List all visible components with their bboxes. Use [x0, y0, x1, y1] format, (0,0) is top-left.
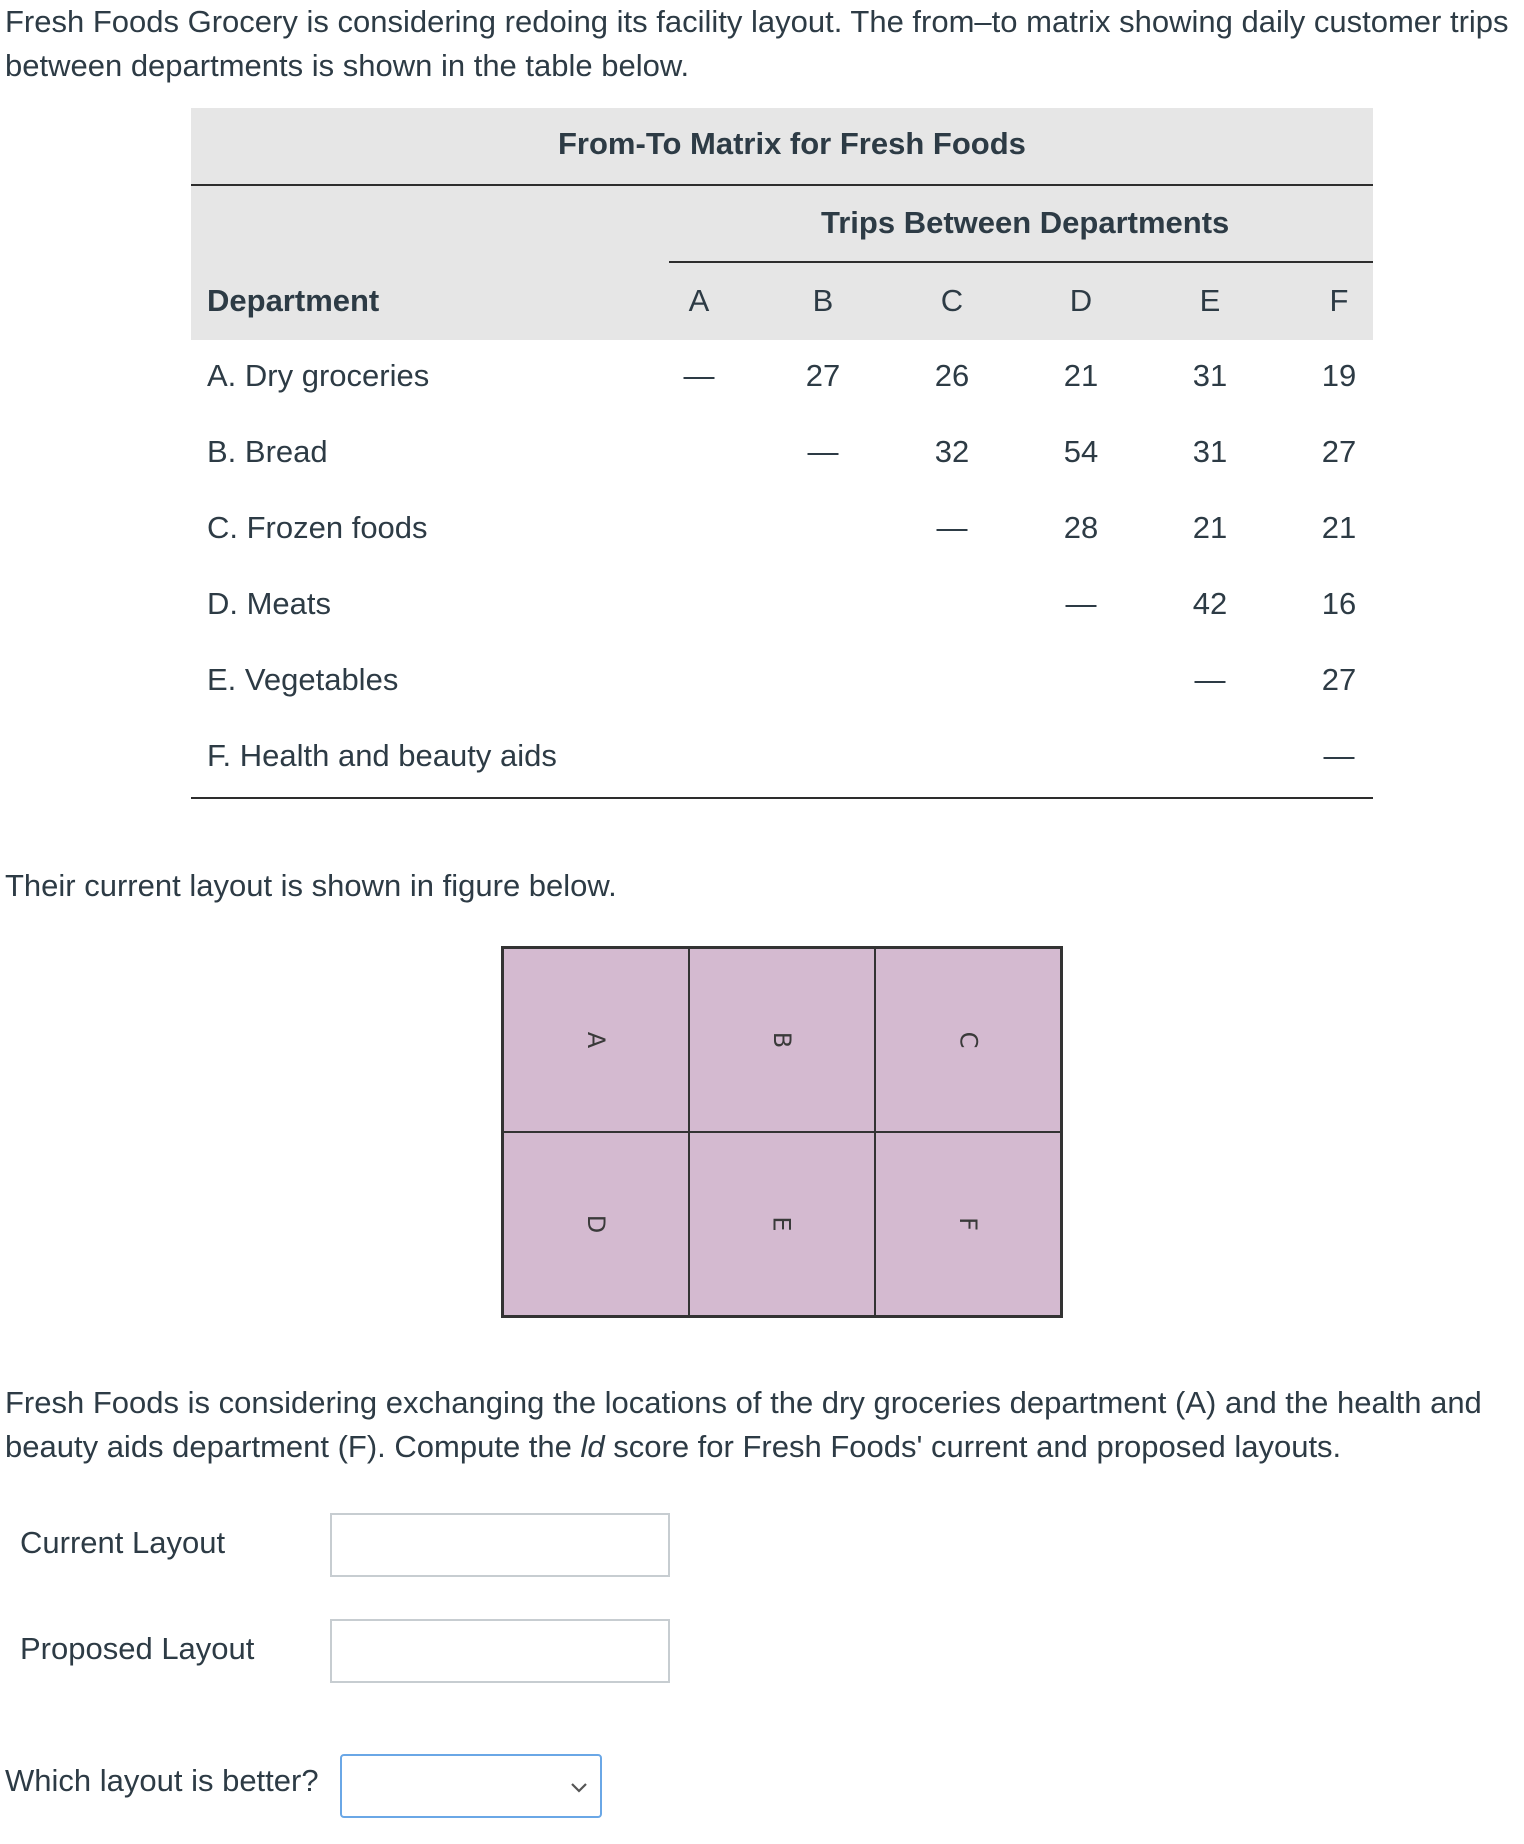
column-header-a: A: [688, 283, 710, 318]
question-text-start: Fresh Foods is considering exchanging the locations of the dry groceries department (A) and the health and beauty aids department (F). Compute the: [5, 1385, 1482, 1464]
table-cell: 27: [1321, 434, 1357, 469]
column-header-b: B: [812, 283, 834, 318]
row-label: A. Dry groceries: [207, 358, 430, 393]
row-label: F. Health and beauty aids: [207, 738, 557, 773]
table-row: [191, 416, 1373, 492]
layout-cell-a: [503, 948, 689, 1132]
table-row: [191, 492, 1373, 568]
table-cell: 21: [1192, 510, 1228, 545]
table-cell: 28: [1063, 510, 1099, 545]
table-row: [191, 568, 1373, 644]
table-row: [191, 340, 1373, 416]
column-header-e: E: [1199, 283, 1221, 318]
row-label: C. Frozen foods: [207, 510, 428, 545]
current-layout-input[interactable]: [330, 1513, 670, 1577]
table-subtitle: Trips Between Departments: [821, 205, 1230, 240]
layout-cell-label: F: [954, 1217, 982, 1231]
table-cell: —: [683, 358, 715, 393]
table-cell: 19: [1321, 358, 1357, 393]
current-layout-figure: [501, 946, 1063, 1318]
layout-cell-c: [875, 948, 1061, 1132]
department-column-header: Department: [207, 283, 380, 318]
better-layout-select[interactable]: [340, 1754, 602, 1818]
table-cell: —: [807, 434, 839, 469]
layout-cell-label: D: [581, 1214, 610, 1234]
better-layout-label: Which layout is better?: [5, 1763, 319, 1798]
table-cell: —: [1323, 738, 1355, 773]
table-title: From-To Matrix for Fresh Foods: [558, 126, 1026, 161]
layout-cell-label: C: [953, 1031, 982, 1049]
table-title-band: [191, 108, 1373, 186]
chevron-down-icon: [568, 1776, 590, 1798]
table-cell: —: [1194, 662, 1226, 697]
question-paragraph: [5, 1381, 1520, 1469]
column-header-c: C: [940, 283, 964, 318]
table-cell: 31: [1192, 358, 1228, 393]
row-label: B. Bread: [207, 434, 328, 469]
layout-cell-b: [689, 948, 875, 1132]
layout-cell-label: A: [581, 1031, 610, 1049]
table-cell: 21: [1063, 358, 1099, 393]
table-header-row: [191, 263, 1373, 340]
table-cell: 27: [805, 358, 841, 393]
question-text-end: score for Fresh Foods' current and proposed layouts.: [604, 1429, 1342, 1464]
table-cell: 21: [1321, 510, 1357, 545]
layout-cell-label: B: [768, 1031, 796, 1049]
question-text-italic: ld: [580, 1429, 605, 1464]
layout-cell-d: [503, 1132, 689, 1316]
table-subtitle-band: [191, 186, 1373, 263]
table-cell: —: [1065, 586, 1097, 621]
table-body: [191, 340, 1373, 799]
table-cell: 16: [1321, 586, 1357, 621]
table-row: [191, 720, 1373, 796]
table-cell: 54: [1063, 434, 1099, 469]
table-cell: 42: [1192, 586, 1228, 621]
table-cell: 27: [1321, 662, 1357, 697]
current-layout-label: Current Layout: [20, 1525, 226, 1560]
layout-cell-label: E: [767, 1216, 796, 1232]
intro-paragraph: Fresh Foods Grocery is considering redoing its facility layout. The from–to matrix showing daily customer trips between departments is shown in the table below.: [5, 4, 1509, 83]
table-cell: 31: [1192, 434, 1228, 469]
from-to-matrix-table: [191, 108, 1373, 799]
proposed-layout-input[interactable]: [330, 1619, 670, 1683]
layout-intro-paragraph: Their current layout is shown in figure below.: [5, 868, 617, 903]
layout-cell-e: [689, 1132, 875, 1316]
table-cell: —: [936, 510, 968, 545]
layout-cell-f: [875, 1132, 1061, 1316]
row-label: D. Meats: [207, 586, 332, 621]
column-header-d: D: [1069, 283, 1093, 318]
proposed-layout-label: Proposed Layout: [20, 1631, 255, 1666]
table-row: [191, 644, 1373, 720]
row-label: E. Vegetables: [207, 662, 399, 697]
column-header-f: F: [1329, 283, 1349, 318]
table-cell: 32: [934, 434, 970, 469]
table-cell: 26: [934, 358, 970, 393]
